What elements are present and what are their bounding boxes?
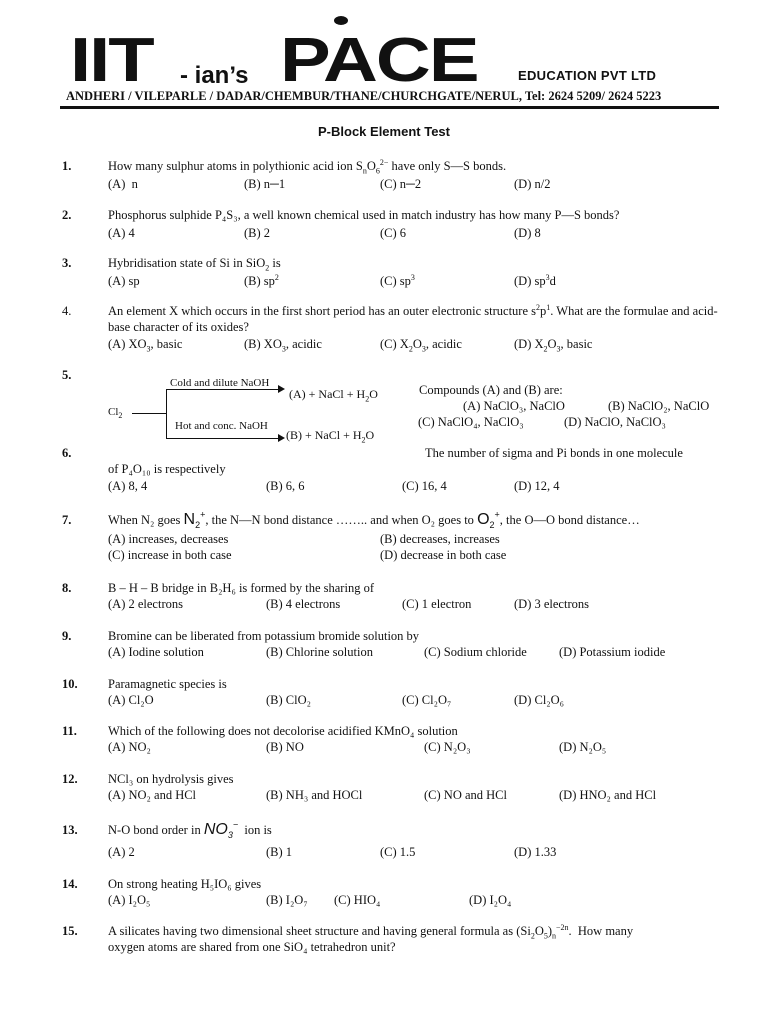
option-c: (C) 1 electron — [402, 597, 472, 611]
option-a: (A) 8, 4 — [108, 479, 148, 493]
option-b: (B) 1 — [266, 845, 293, 859]
option-d: (D) I₂O₄ — [469, 893, 512, 907]
option-b: (B) ClO₂ — [266, 693, 311, 707]
question-text-cont: of P₄O₁₀ is respectively — [108, 462, 226, 476]
question-text: A silicates having two dimensional sheet structure and having general formula as $(Si_2O_5)_n^{-2n}$. How many — [108, 922, 634, 941]
company-logo — [70, 14, 710, 96]
option-b: (B) NH₃ and HOCl — [266, 788, 363, 802]
option-d: (D) NaClO, NaClO₃ — [564, 415, 666, 429]
option-b: (B) 6, 6 — [266, 479, 305, 493]
option-c: (C) NO and HCl — [424, 788, 507, 802]
option-d: (D) Potassium iodide — [559, 645, 666, 659]
option-a: (A) increases, decreases — [108, 532, 229, 546]
header-divider — [60, 106, 719, 109]
question-text-cont: oxygen atoms are shared from one SiO₄ tetrahedron unit? — [108, 940, 396, 954]
option-a: (A) 4 — [108, 226, 135, 240]
option-a: (A) NO₂ — [108, 740, 151, 754]
option-d: (D) n/2 — [514, 177, 551, 191]
option-d: (D) decrease in both case — [380, 548, 507, 562]
question-text: When N₂ goes $N_2^+$, the N—N bond distance …….. and when O₂ goes to $O_2^+$, the O—O bond distance… — [108, 509, 640, 531]
question-text: Compounds (A) and (B) are: — [419, 383, 563, 397]
question-text: How many sulphur atoms in polythionic acid ion $S_nO_6^{2-}$ have only S—S bonds. — [108, 157, 507, 176]
option-d: (D) $X_2O_3$, basic — [514, 337, 593, 354]
option-a: (A) 2 electrons — [108, 597, 183, 611]
question-number: 11. — [62, 724, 77, 738]
option-c: (C) 6 — [380, 226, 407, 240]
option-b: (B) 2 — [244, 226, 271, 240]
logo-ians-text: - ian’s — [180, 62, 249, 89]
option-a: (A) Cl₂O — [108, 693, 154, 707]
branch-line — [132, 413, 166, 414]
question-number: 6. — [62, 446, 72, 460]
option-c: (C) increase in both case — [108, 548, 232, 562]
option-a: (A) I₂O₅ — [108, 893, 151, 907]
question-number: 4. — [62, 304, 72, 318]
question-number: 1. — [62, 159, 72, 173]
question-text: Which of the following does not decolorise acidified KMnO₄ solution — [108, 724, 458, 738]
page-title: P-Block Element Test — [318, 124, 450, 139]
company-name: EDUCATION PVT LTD — [518, 68, 657, 83]
question-number: 3. — [62, 256, 72, 270]
option-c: (C) Cl₂O₇ — [402, 693, 452, 707]
option-c: (C) N₂O₃ — [424, 740, 471, 754]
question-text: B – H – B bridge in B₂H₆ is formed by the sharing of — [108, 581, 374, 595]
option-c: (C) HIO₄ — [334, 893, 381, 907]
reactant-label: $Cl_2$ — [108, 406, 123, 421]
question-text: NCl₃ on hydrolysis gives — [108, 772, 234, 786]
logo-dot-icon — [334, 16, 348, 25]
condition-bottom: Hot and conc. NaOH — [175, 420, 268, 432]
option-c: (C) 1.5 — [380, 845, 416, 859]
arrow-head-icon — [278, 434, 285, 442]
option-c: (C) 16, 4 — [402, 479, 447, 493]
question-text: Phosphorus sulphide P₄S₃, a well known chemical used in match industry has how many P—S bonds? — [108, 208, 620, 222]
condition-top: Cold and dilute NaOH — [170, 377, 270, 389]
logo-iit-text: IIT — [70, 25, 153, 96]
question-number: 7. — [62, 513, 72, 527]
branch-line — [166, 389, 167, 439]
option-b: (B) $XO_3$, acidic — [244, 337, 322, 354]
option-c: (C) n─2 — [380, 177, 422, 191]
option-b: (B) 4 electrons — [266, 597, 341, 611]
option-a: (A) Iodine solution — [108, 645, 204, 659]
question-number: 8. — [62, 581, 72, 595]
option-b: (B) decreases, increases — [380, 532, 500, 546]
question-number: 2. — [62, 208, 72, 222]
question-number: 14. — [62, 877, 78, 891]
option-d: (D) $sp^3d$ — [514, 272, 556, 288]
option-a: (A) 2 — [108, 845, 135, 859]
option-d: (D) HNO₂ and HCl — [559, 788, 657, 802]
option-b: (B) Chlorine solution — [266, 645, 373, 659]
logo-pace-text: PACE — [280, 25, 478, 96]
question-text: Hybridisation state of Si in SiO$_2$ is — [108, 256, 281, 273]
branch-address: ANDHERI / VILEPARLE / DADAR/CHEMBUR/THANE/CHURCHGATE/NERUL, Tel: 2624 5209/ 2624 5223 — [66, 89, 662, 103]
option-b: (B) NaClO₂, NaClO — [608, 399, 710, 413]
option-b: (B) n─1 — [244, 177, 286, 191]
question-text: On strong heating H₅IO₆ gives — [108, 877, 262, 891]
product-top: (A) + NaCl + $H_2O$ — [289, 387, 378, 404]
arrow-head-icon — [278, 385, 285, 393]
question-number: 5. — [62, 368, 72, 382]
question-text: The number of sigma and Pi bonds in one molecule — [425, 446, 683, 460]
arrow-line-bottom — [166, 438, 280, 439]
option-b: (B) $sp^2$ — [244, 272, 279, 288]
question-number: 9. — [62, 629, 72, 643]
option-c: (C) $sp^3$ — [380, 272, 415, 288]
option-c: (C) Sodium chloride — [424, 645, 527, 659]
question-5 — [62, 367, 732, 447]
option-d: (D) 3 electrons — [514, 597, 589, 611]
question-text: Paramagnetic species is — [108, 677, 227, 691]
option-b: (B) NO — [266, 740, 304, 754]
question-text: Bromine can be liberated from potassium bromide solution by — [108, 629, 420, 643]
option-a: (A) NO₂ and HCl — [108, 788, 197, 802]
option-d: (D) Cl₂O₆ — [514, 693, 565, 707]
option-c: (C) NaClO₄, NaClO₃ — [418, 415, 524, 429]
option-a: (A) sp — [108, 274, 140, 288]
question-text: An element X which occurs in the first short period has an outer electronic structure $s^2p^1$. What are the formulae and acid-base character of its oxides? — [108, 302, 718, 334]
question-number: 12. — [62, 772, 78, 786]
option-d: (D) N₂O₅ — [559, 740, 607, 754]
option-d: (D) 1.33 — [514, 845, 557, 859]
option-d: (D) 8 — [514, 226, 541, 240]
option-d: (D) 12, 4 — [514, 479, 560, 493]
question-text: N-O bond order in $NO_3^-$ ion is — [108, 819, 272, 841]
product-bottom: (B) + NaCl + $H_2O$ — [286, 428, 375, 445]
option-a: (A) NaClO₃, NaClO — [463, 399, 565, 413]
option-b: (B) I₂O₇ — [266, 893, 308, 907]
question-number: 15. — [62, 924, 78, 938]
question-number: 10. — [62, 677, 78, 691]
option-a: (A) $XO_3$, basic — [108, 337, 183, 354]
option-c: (C) $X_2O_3$, acidic — [380, 337, 462, 354]
option-a: (A) n — [108, 177, 138, 191]
question-number: 13. — [62, 823, 78, 837]
